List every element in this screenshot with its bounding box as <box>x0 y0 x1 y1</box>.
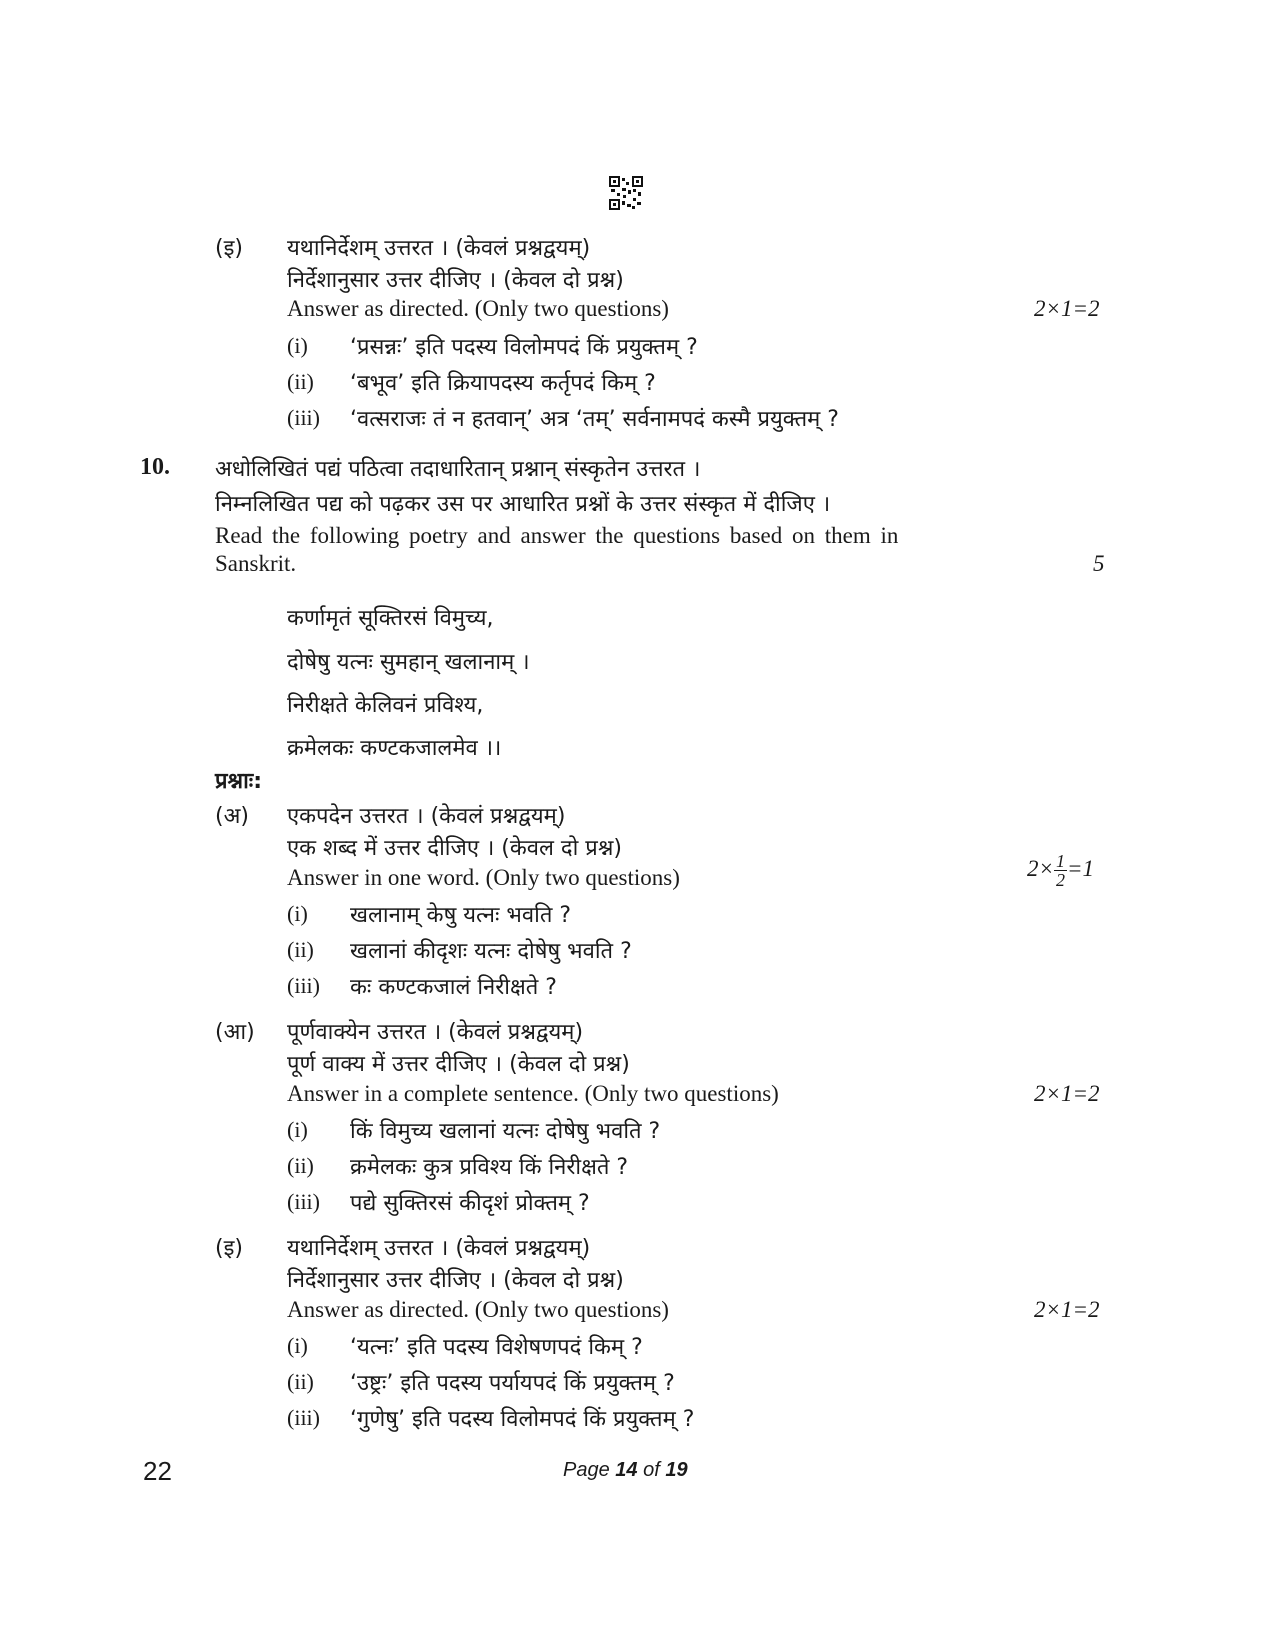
verse-line: निरीक्षते केलिवनं प्रविश्य, <box>287 693 484 718</box>
sub-question-text: ‘उष्ट्रः’ इति पदस्य पर्यायपदं किं प्रयुक्तम् ? <box>350 1371 675 1396</box>
marks: 2×1=2 <box>1034 1081 1100 1106</box>
instruction-english: Answer in a complete sentence. (Only two questions) <box>287 1081 779 1106</box>
instruction-sanskrit: अधोलिखितं पद्यं पठित्वा तदाधारितान् प्रश्नान् संस्कृतेन उत्तरत । <box>215 457 701 482</box>
paper-code: 22 <box>143 1456 172 1486</box>
sub-question-number: (iii) <box>287 973 320 998</box>
sub-question-text: ‘बभूव’ इति क्रियापदस्य कर्तृपदं किम् ? <box>350 371 656 396</box>
sub-question-text: ‘वत्सराजः तं न हतवान्’ अत्र ‘तम्’ सर्वनामपदं कस्मै प्रयुक्तम् ? <box>350 407 839 432</box>
sub-question-number: (i) <box>287 1117 308 1142</box>
instruction-hindi: निर्देशानुसार उत्तर दीजिए । (केवल दो प्रश्न) <box>287 268 624 293</box>
instruction-english: Answer in one word. (Only two questions) <box>287 865 680 890</box>
sub-question-number: (ii) <box>287 1369 314 1394</box>
instruction-sanskrit: पूर्णवाक्येन उत्तरत । (केवलं प्रश्नद्वयम्) <box>287 1020 584 1045</box>
questions-heading: प्रश्नाः: <box>215 769 263 794</box>
instruction-sanskrit: एकपदेन उत्तरत । (केवलं प्रश्नद्वयम्) <box>287 804 566 829</box>
qr-code <box>609 176 643 210</box>
instruction-hindi: निर्देशानुसार उत्तर दीजिए । (केवल दो प्रश्न) <box>287 1268 624 1293</box>
sub-question-number: (i) <box>287 901 308 926</box>
instruction-english: Read the following poetry and answer the questions based on them in <box>215 523 899 548</box>
sub-question-text: ‘प्रसन्नः’ इति पदस्य विलोमपदं किं प्रयुक्तम् ? <box>350 335 698 360</box>
marks: 2×1=2 <box>1034 296 1100 321</box>
instruction-hindi: एक शब्द में उत्तर दीजिए । (केवल दो प्रश्न) <box>287 836 622 861</box>
marks-fraction: $\frac{1}{2}$ <box>1056 851 1066 890</box>
sub-question-text: किं विमुच्य खलानां यत्नः दोषेषु भवति ? <box>350 1119 661 1144</box>
instruction-english-cont: Sanskrit. <box>215 551 297 576</box>
sub-question-text: खलानाम् केषु यत्नः भवति ? <box>350 903 572 928</box>
instruction-english: Answer as directed. (Only two questions) <box>287 1297 669 1322</box>
sub-question-text: ‘गुणेषु’ इति पदस्य विलोमपदं किं प्रयुक्तम् ? <box>350 1407 695 1432</box>
question-number: 10. <box>140 454 170 480</box>
sub-question-text: कः कण्टकजालं निरीक्षते ? <box>350 975 557 1000</box>
sub-question-text: क्रमेलकः कुत्र प्रविश्य किं निरीक्षते ? <box>350 1155 629 1180</box>
marks: 5 <box>1093 551 1105 576</box>
sub-question-number: (i) <box>287 333 308 358</box>
instruction-sanskrit: यथानिर्देशम् उत्तरत । (केवलं प्रश्नद्वयम्) <box>287 1236 591 1261</box>
section-label: (अ) <box>215 804 249 829</box>
instruction-hindi: निम्नलिखित पद्य को पढ़कर उस पर आधारित प्रश्नों के उत्तर संस्कृत में दीजिए । <box>215 492 831 517</box>
sub-question-number: (iii) <box>287 405 320 430</box>
instruction-sanskrit: यथानिर्देशम् उत्तरत । (केवलं प्रश्नद्वयम्) <box>287 236 591 261</box>
sub-question-number: (i) <box>287 1333 308 1358</box>
section-label: (इ) <box>215 1236 243 1261</box>
sub-question-number: (iii) <box>287 1405 320 1430</box>
instruction-english: Answer as directed. (Only two questions) <box>287 296 669 321</box>
verse-line: कर्णामृतं सूक्तिरसं विमुच्य, <box>287 606 494 631</box>
sub-question-number: (ii) <box>287 937 314 962</box>
section-label: (आ) <box>215 1020 255 1045</box>
section-label: (इ) <box>215 236 243 261</box>
marks: 2× $\frac{1}{2}$ =1 <box>1027 851 1095 890</box>
sub-question-text: खलानां कीदृशः यत्नः दोषेषु भवति ? <box>350 939 632 964</box>
sub-question-number: (ii) <box>287 369 314 394</box>
sub-question-number: (iii) <box>287 1189 320 1214</box>
page-indicator: Page 14 of 19 <box>563 1459 688 1481</box>
sub-question-text: पद्ये सुक्तिरसं कीदृशं प्रोक्तम् ? <box>350 1191 590 1216</box>
instruction-hindi: पूर्ण वाक्य में उत्तर दीजिए । (केवल दो प्रश्न) <box>287 1052 630 1077</box>
marks: 2×1=2 <box>1034 1297 1100 1322</box>
verse-line: दोषेषु यत्नः सुमहान् खलानाम् । <box>287 650 530 675</box>
verse-line: क्रमेलकः कण्टकजालमेव ।। <box>287 736 502 761</box>
sub-question-number: (ii) <box>287 1153 314 1178</box>
sub-question-text: ‘यत्नः’ इति पदस्य विशेषणपदं किम् ? <box>350 1335 643 1360</box>
